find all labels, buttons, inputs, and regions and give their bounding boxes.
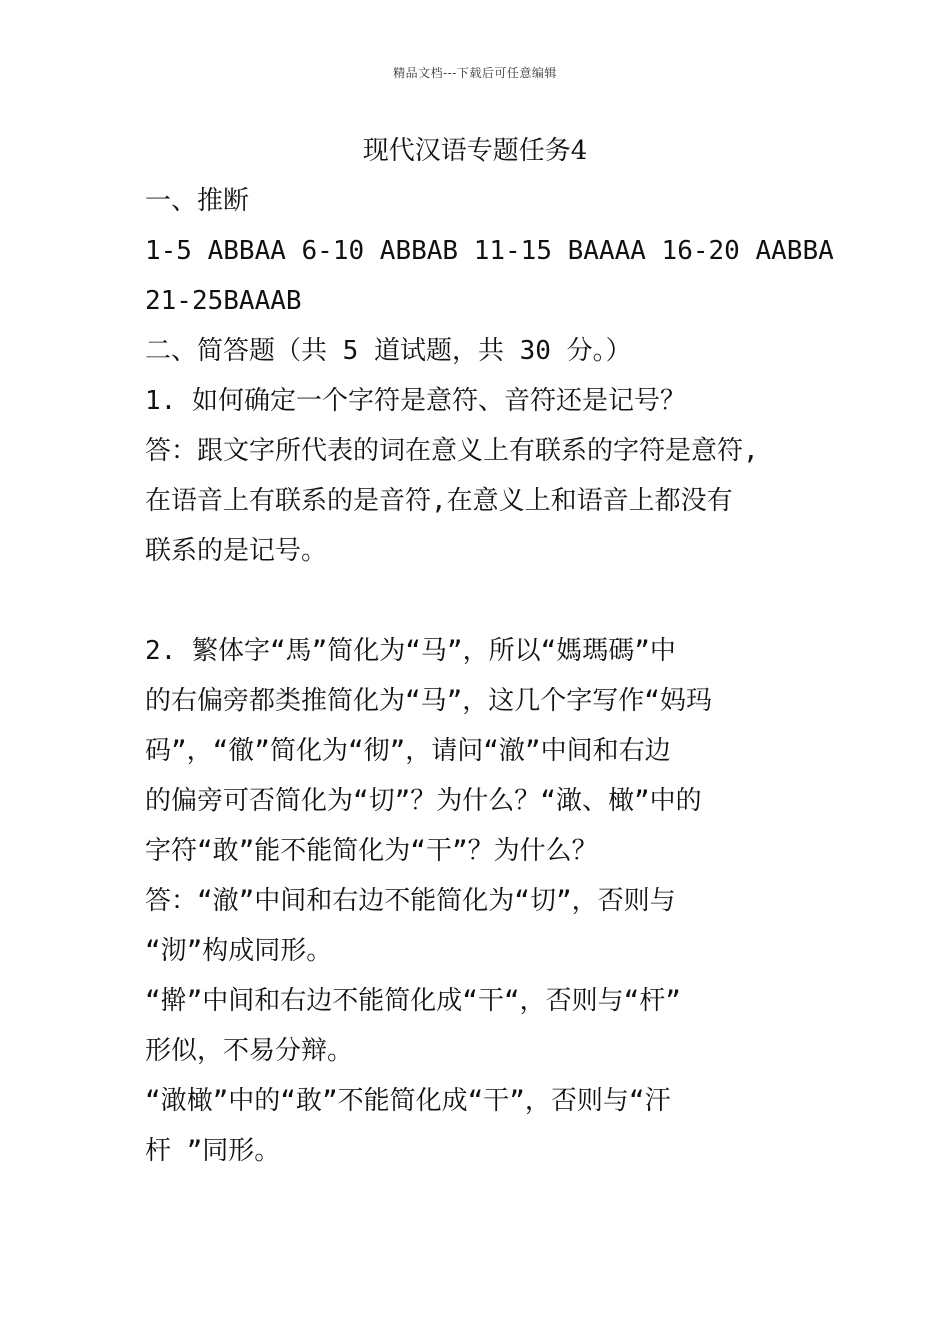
q1-question: 1. 如何确定一个字符是意符、音符还是记号？ <box>145 386 686 416</box>
q2-answer-line: 答：“澈”中间和右边不能简化为“切”，否则与 <box>145 886 676 916</box>
q2-answer-line: “澉橄”中的“敢”不能简化成“干”，否则与“汗 <box>145 1086 671 1116</box>
section2-heading: 二、简答题（共 5 道试题，共 30 分。） <box>145 336 632 366</box>
q2-question-line: 码”，“徹”简化为“彻”，请问“澈”中间和右边 <box>145 736 671 766</box>
q2-question-line: 2. 繁体字“馬”简化为“马”，所以“媽瑪碼”中 <box>145 636 676 666</box>
section1-heading: 一、推断 <box>145 186 250 216</box>
q1-answer-line: 答：跟文字所代表的词在意义上有联系的字符是意符, <box>145 436 759 466</box>
answers-line-1: 1-5 ABBAA 6-10 ABBAB 11-15 BAAAA 16-20 AABBA <box>145 236 834 266</box>
q1-answer-line: 联系的是记号。 <box>145 536 328 566</box>
page-title: 现代汉语专题任务4 <box>362 136 588 166</box>
q2-question-line: 的偏旁可否简化为“切”？为什么？“澉、橄”中的 <box>145 786 702 816</box>
header-note: 精品文档---下载后可任意编辑 <box>393 66 557 80</box>
answers-line-2: 21-25BAAAB <box>145 286 302 316</box>
q2-answer-line: “擀”中间和右边不能简化成“干“，否则与“杆” <box>145 986 681 1016</box>
blank-spacer <box>145 576 815 626</box>
q2-answer-line: 形似，不易分辩。 <box>145 1036 354 1066</box>
document-body <box>145 176 834 1176</box>
q2-answer-line: 杆 ”同形。 <box>145 1136 281 1166</box>
q2-answer-line: “沏”构成同形。 <box>145 936 333 966</box>
q2-question-line: 的右偏旁都类推简化为“马”，这几个字写作“妈玛 <box>145 686 712 716</box>
q1-answer-line: 在语音上有联系的是音符,在意义上和语音上都没有 <box>145 486 733 516</box>
q2-question-line: 字符“敢”能不能简化为“干”？为什么？ <box>145 836 598 866</box>
